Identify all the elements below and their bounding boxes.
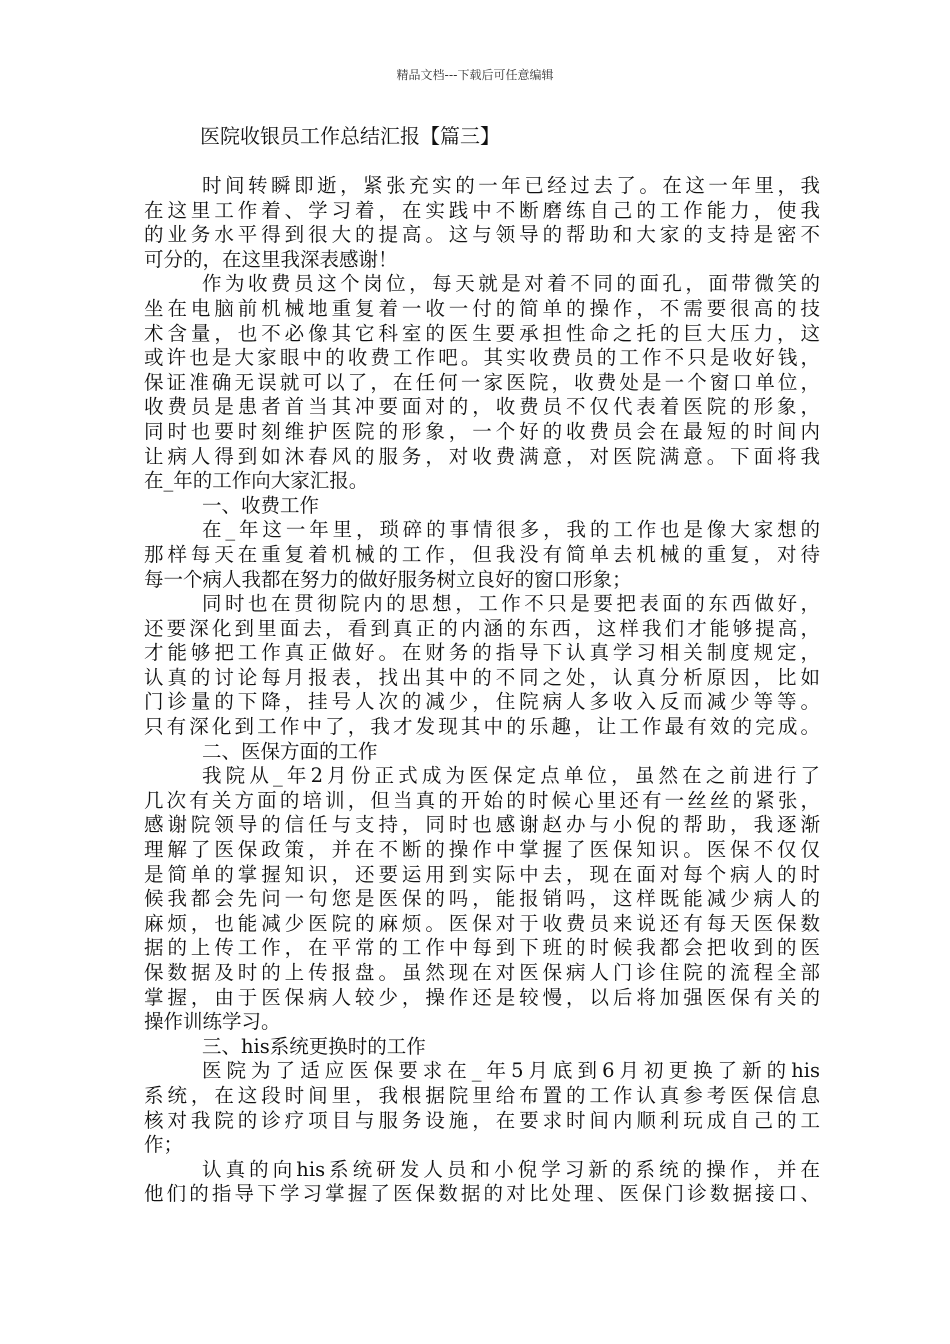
- text-line: 坐在电脑前机械地重复着一收一付的简单的操作，不需要很高的技: [144, 296, 820, 320]
- text-line: 保数据及时的上传报盘。虽然现在对医保病人门诊住院的流程全部: [144, 961, 820, 984]
- text-line: 认真的向his系统研发人员和小倪学习新的系统的操作，并在: [202, 1157, 820, 1181]
- text-line: 保证准确无误就可以了，在任何一家医院，收费处是一个窗口单位，: [144, 370, 820, 394]
- text-line: 医院为了适应医保要求在_年5月底到6月初更换了新的his: [202, 1059, 820, 1083]
- text-line: 二、医保方面的工作: [202, 739, 378, 763]
- text-line: 认真的讨论每月报表，找出其中的不同之处，认真分析原因，比如: [144, 665, 820, 689]
- text-line: 同时也在贯彻院内的思想，工作不只是要把表面的东西做好，: [202, 592, 820, 616]
- text-line: 在_年的工作向大家汇报。: [144, 469, 369, 493]
- text-line: 是简单的掌握知识，还要运用到实际中去，现在面对每个病人的时: [144, 862, 820, 886]
- text-line: 三、his系统更换时的工作: [202, 1034, 426, 1058]
- text-line: 或许也是大家眼中的收费工作吧。其实收费员的工作不只是收好钱，: [144, 346, 820, 370]
- text-line: 让病人得到如沐春风的服务，对收费满意，对医院满意。下面将我: [144, 444, 820, 468]
- text-line: 只有深化到工作中了，我才发现其中的乐趣，让工作最有效的完成。: [144, 715, 820, 739]
- text-line: 作为收费员这个岗位，每天就是对着不同的面孔，面带微笑的: [202, 272, 820, 296]
- text-line: 据的上传工作，在平常的工作中每到下班的时候我都会把收到的医: [144, 936, 820, 960]
- text-line: 我院从_年2月份正式成为医保定点单位，虽然在之前进行了: [202, 764, 820, 788]
- text-line: 还要深化到里面去，看到真正的内涵的东西，这样我们才能够提高，: [144, 616, 820, 640]
- text-line: 掌握，由于医保病人较少，操作还是较慢，以后将加强医保有关的: [144, 985, 820, 1009]
- text-line: 操作训练学习。: [144, 1010, 281, 1034]
- text-line: 收费员是患者首当其冲要面对的，收费员不仅代表着医院的形象，: [144, 395, 820, 419]
- text-line: 候我都会先问一句您是医保的吗，能报销吗，这样既能减少病人的: [144, 887, 820, 911]
- text-line: 那样每天在重复着机械的工作，但我没有简单去机械的重复，对待: [144, 542, 820, 566]
- text-line: 同时也要时刻维护医院的形象，一个好的收费员会在最短的时间内: [144, 419, 820, 443]
- page-header: 精品文档---下载后可任意编辑: [396, 68, 554, 82]
- text-line: 核对我院的诊疗项目与服务设施，在要求时间内顺利玩成自己的工: [144, 1108, 820, 1132]
- text-line: 在_年这一年里，琐碎的事情很多，我的工作也是像大家想的: [202, 518, 820, 542]
- text-line: 时间转瞬即逝，紧张充实的一年已经过去了。在这一年里，我: [202, 174, 820, 197]
- text-line: 几次有关方面的培训，但当真的开始的时候心里还有一丝丝的紧张，: [144, 788, 820, 812]
- text-line: 门诊量的下降，挂号人次的减少，住院病人多收入反而减少等等。: [144, 690, 820, 714]
- text-line: 系统，在这段时间里，我根据院里给布置的工作认真参考医保信息: [144, 1083, 820, 1107]
- text-line: 作；: [144, 1133, 184, 1157]
- text-line: 才能够把工作真正做好。在财务的指导下认真学习相关制度规定，: [144, 641, 820, 665]
- text-line: 感谢院领导的信任与支持，同时也感谢赵办与小倪的帮助，我逐渐: [144, 813, 820, 837]
- document-title: 医院收银员工作总结汇报【篇三】: [200, 124, 500, 148]
- text-line: 术含量，也不必像其它科室的医生要承担性命之托的巨大压力，这: [144, 321, 820, 345]
- text-line: 每一个病人我都在努力的做好服务树立良好的窗口形象；: [144, 567, 632, 591]
- text-line: 可分的，在这里我深表感谢！: [144, 247, 398, 271]
- text-line: 一、收费工作: [202, 493, 320, 517]
- text-line: 的业务水平得到很大的提高。这与领导的帮助和大家的支持是密不: [144, 223, 820, 247]
- text-line: 他们的指导下学习掌握了医保数据的对比处理、医保门诊数据接口、: [144, 1182, 820, 1206]
- text-line: 在这里工作着、学习着，在实践中不断磨练自己的工作能力，使我: [144, 198, 820, 222]
- document-body: [144, 174, 820, 1207]
- text-line: 麻烦，也能减少医院的麻烦。医保对于收费员来说还有每天医保数: [144, 911, 820, 935]
- text-line: 理解了医保政策，并在不断的操作中掌握了医保知识。医保不仅仅: [144, 838, 820, 862]
